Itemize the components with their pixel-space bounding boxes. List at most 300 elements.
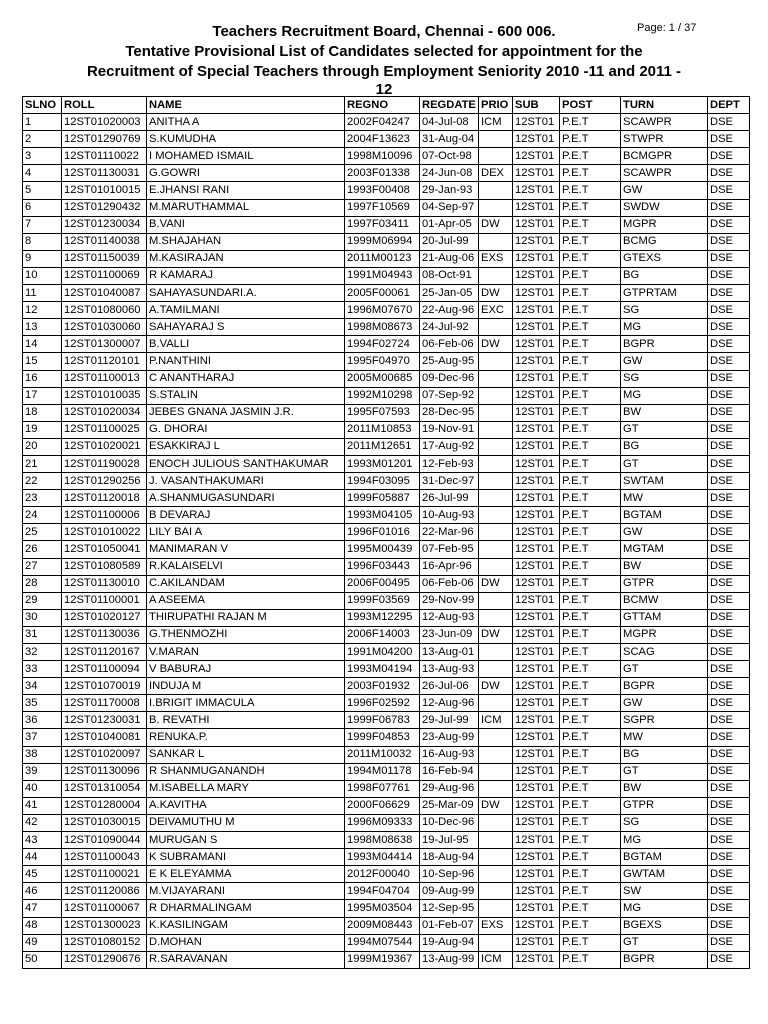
table-row xyxy=(23,490,750,507)
cell-post: P.E.T xyxy=(560,558,621,575)
column-header-regno: REGNO xyxy=(345,97,420,114)
table-row xyxy=(23,148,750,165)
cell-sub: 12ST01 xyxy=(513,592,560,609)
cell-sub: 12ST01 xyxy=(513,250,560,267)
cell-sub: 12ST01 xyxy=(513,900,560,917)
cell-name: LILY BAI A xyxy=(147,524,345,541)
cell-name: K.KASILINGAM xyxy=(147,917,345,934)
cell-dept: DSE xyxy=(708,233,750,250)
cell-regdate: 20-Jul-99 xyxy=(420,233,479,250)
cell-sub: 12ST01 xyxy=(513,951,560,968)
cell-prio xyxy=(479,644,513,661)
cell-regdate: 04-Jul-08 xyxy=(420,114,479,131)
cell-name: A.TAMILMANI xyxy=(147,302,345,319)
cell-roll: 12ST01110022 xyxy=(62,148,147,165)
cell-roll: 12ST01100021 xyxy=(62,866,147,883)
cell-slno: 21 xyxy=(23,455,62,472)
cell-regno: 2005M00685 xyxy=(345,370,420,387)
cell-slno: 6 xyxy=(23,199,62,216)
column-header-slno: SLNO xyxy=(23,97,62,114)
cell-name: M.KASIRAJAN xyxy=(147,250,345,267)
cell-name: C.AKILANDAM xyxy=(147,575,345,592)
cell-post: P.E.T xyxy=(560,678,621,695)
cell-name: V BABURAJ xyxy=(147,661,345,678)
cell-post: P.E.T xyxy=(560,319,621,336)
cell-roll: 12ST01140038 xyxy=(62,233,147,250)
cell-regdate: 29-Jan-93 xyxy=(420,182,479,199)
cell-sub: 12ST01 xyxy=(513,849,560,866)
cell-roll: 12ST01100069 xyxy=(62,267,147,284)
cell-prio xyxy=(479,729,513,746)
cell-roll: 12ST01020003 xyxy=(62,114,147,131)
table-body xyxy=(23,114,750,969)
cell-turn: GT xyxy=(621,763,708,780)
cell-roll: 12ST01030015 xyxy=(62,814,147,831)
cell-regdate: 12-Aug-96 xyxy=(420,695,479,712)
table-row xyxy=(23,592,750,609)
cell-slno: 3 xyxy=(23,148,62,165)
cell-regdate: 06-Feb-06 xyxy=(420,575,479,592)
cell-regdate: 10-Aug-93 xyxy=(420,507,479,524)
cell-sub: 12ST01 xyxy=(513,148,560,165)
cell-post: P.E.T xyxy=(560,302,621,319)
cell-turn: SG xyxy=(621,814,708,831)
cell-slno: 47 xyxy=(23,900,62,917)
cell-regno: 1996F03443 xyxy=(345,558,420,575)
column-header-regdate: REGDATE xyxy=(420,97,479,114)
cell-slno: 29 xyxy=(23,592,62,609)
cell-slno: 23 xyxy=(23,490,62,507)
cell-regno: 1998F07761 xyxy=(345,780,420,797)
cell-regno: 2000F06629 xyxy=(345,797,420,814)
cell-regdate: 31-Dec-97 xyxy=(420,473,479,490)
cell-regdate: 29-Jul-99 xyxy=(420,712,479,729)
cell-regno: 1993M04105 xyxy=(345,507,420,524)
cell-roll: 12ST01020021 xyxy=(62,438,147,455)
cell-post: P.E.T xyxy=(560,797,621,814)
cell-dept: DSE xyxy=(708,678,750,695)
cell-slno: 11 xyxy=(23,285,62,302)
cell-regno: 1999M19367 xyxy=(345,951,420,968)
cell-regdate: 29-Nov-99 xyxy=(420,592,479,609)
cell-prio: EXS xyxy=(479,917,513,934)
cell-post: P.E.T xyxy=(560,866,621,883)
cell-dept: DSE xyxy=(708,661,750,678)
cell-slno: 36 xyxy=(23,712,62,729)
cell-prio: DW xyxy=(479,575,513,592)
cell-name: P.NANTHINI xyxy=(147,353,345,370)
table-row xyxy=(23,866,750,883)
cell-dept: DSE xyxy=(708,626,750,643)
cell-name: E K ELEYAMMA xyxy=(147,866,345,883)
cell-name: D.MOHAN xyxy=(147,934,345,951)
cell-regdate: 26-Jul-06 xyxy=(420,678,479,695)
cell-post: P.E.T xyxy=(560,644,621,661)
cell-name: RENUKA.P. xyxy=(147,729,345,746)
cell-regno: 1994M01178 xyxy=(345,763,420,780)
cell-turn: GW xyxy=(621,182,708,199)
cell-turn: GTEXS xyxy=(621,250,708,267)
table-row xyxy=(23,729,750,746)
cell-regdate: 23-Aug-99 xyxy=(420,729,479,746)
cell-roll: 12ST01290676 xyxy=(62,951,147,968)
cell-name: A.SHANMUGASUNDARI xyxy=(147,490,345,507)
cell-prio xyxy=(479,763,513,780)
cell-roll: 12ST01130036 xyxy=(62,626,147,643)
cell-prio: DEX xyxy=(479,165,513,182)
cell-prio: DW xyxy=(479,797,513,814)
cell-prio xyxy=(479,319,513,336)
cell-dept: DSE xyxy=(708,438,750,455)
cell-post: P.E.T xyxy=(560,609,621,626)
cell-regno: 2009M08443 xyxy=(345,917,420,934)
cell-post: P.E.T xyxy=(560,233,621,250)
cell-prio xyxy=(479,558,513,575)
cell-slno: 22 xyxy=(23,473,62,490)
cell-regno: 1996F02592 xyxy=(345,695,420,712)
cell-post: P.E.T xyxy=(560,575,621,592)
cell-prio: ICM xyxy=(479,712,513,729)
cell-slno: 25 xyxy=(23,524,62,541)
cell-name: B.VALLI xyxy=(147,336,345,353)
cell-regno: 1997F03411 xyxy=(345,216,420,233)
cell-regno: 1994F03095 xyxy=(345,473,420,490)
cell-regno: 2011M10853 xyxy=(345,421,420,438)
cell-name: ESAKKIRAJ L xyxy=(147,438,345,455)
column-header-turn: TURN xyxy=(621,97,708,114)
cell-sub: 12ST01 xyxy=(513,883,560,900)
cell-slno: 43 xyxy=(23,832,62,849)
table-row xyxy=(23,114,750,131)
cell-name: R SHANMUGANANDH xyxy=(147,763,345,780)
cell-post: P.E.T xyxy=(560,387,621,404)
cell-regdate: 12-Feb-93 xyxy=(420,455,479,472)
table-row xyxy=(23,507,750,524)
cell-roll: 12ST01090044 xyxy=(62,832,147,849)
table-row xyxy=(23,250,750,267)
cell-regno: 1991M04200 xyxy=(345,644,420,661)
cell-roll: 12ST01280004 xyxy=(62,797,147,814)
cell-post: P.E.T xyxy=(560,336,621,353)
cell-prio xyxy=(479,609,513,626)
table-row xyxy=(23,917,750,934)
cell-turn: SG xyxy=(621,302,708,319)
column-header-name: NAME xyxy=(147,97,345,114)
cell-dept: DSE xyxy=(708,934,750,951)
cell-post: P.E.T xyxy=(560,114,621,131)
cell-turn: SCAWPR xyxy=(621,114,708,131)
cell-regdate: 12-Sep-95 xyxy=(420,900,479,917)
cell-roll: 12ST01100025 xyxy=(62,421,147,438)
cell-regno: 1993M04194 xyxy=(345,661,420,678)
cell-dept: DSE xyxy=(708,387,750,404)
cell-name: R.SARAVANAN xyxy=(147,951,345,968)
cell-regdate: 16-Aug-93 xyxy=(420,746,479,763)
cell-post: P.E.T xyxy=(560,370,621,387)
cell-turn: BGPR xyxy=(621,336,708,353)
cell-regdate: 29-Aug-96 xyxy=(420,780,479,797)
cell-prio xyxy=(479,455,513,472)
cell-turn: GW xyxy=(621,695,708,712)
cell-slno: 48 xyxy=(23,917,62,934)
cell-slno: 5 xyxy=(23,182,62,199)
cell-post: P.E.T xyxy=(560,541,621,558)
cell-turn: GTPR xyxy=(621,797,708,814)
cell-regdate: 07-Feb-95 xyxy=(420,541,479,558)
cell-sub: 12ST01 xyxy=(513,216,560,233)
cell-name: R DHARMALINGAM xyxy=(147,900,345,917)
cell-sub: 12ST01 xyxy=(513,763,560,780)
table-row xyxy=(23,473,750,490)
table-row xyxy=(23,541,750,558)
cell-prio xyxy=(479,541,513,558)
cell-sub: 12ST01 xyxy=(513,233,560,250)
cell-turn: GTPR xyxy=(621,575,708,592)
cell-dept: DSE xyxy=(708,148,750,165)
cell-regdate: 23-Jun-09 xyxy=(420,626,479,643)
page-number: Page: 1 / 37 xyxy=(637,22,697,34)
cell-sub: 12ST01 xyxy=(513,524,560,541)
cell-turn: MG xyxy=(621,900,708,917)
cell-dept: DSE xyxy=(708,763,750,780)
cell-roll: 12ST01080589 xyxy=(62,558,147,575)
cell-post: P.E.T xyxy=(560,917,621,934)
cell-prio xyxy=(479,148,513,165)
cell-prio: DW xyxy=(479,626,513,643)
cell-roll: 12ST01190028 xyxy=(62,455,147,472)
cell-slno: 1 xyxy=(23,114,62,131)
cell-roll: 12ST01130096 xyxy=(62,763,147,780)
table-row xyxy=(23,797,750,814)
cell-regno: 2004F13623 xyxy=(345,131,420,148)
cell-turn: MG xyxy=(621,319,708,336)
cell-slno: 4 xyxy=(23,165,62,182)
cell-post: P.E.T xyxy=(560,832,621,849)
cell-roll: 12ST01120018 xyxy=(62,490,147,507)
cell-regdate: 19-Nov-91 xyxy=(420,421,479,438)
cell-post: P.E.T xyxy=(560,404,621,421)
cell-dept: DSE xyxy=(708,114,750,131)
cell-regdate: 22-Aug-96 xyxy=(420,302,479,319)
cell-dept: DSE xyxy=(708,319,750,336)
cell-regdate: 16-Feb-94 xyxy=(420,763,479,780)
cell-turn: BW xyxy=(621,558,708,575)
cell-sub: 12ST01 xyxy=(513,404,560,421)
cell-post: P.E.T xyxy=(560,712,621,729)
cell-prio xyxy=(479,832,513,849)
cell-dept: DSE xyxy=(708,780,750,797)
cell-regno: 2003F01932 xyxy=(345,678,420,695)
cell-roll: 12ST01020097 xyxy=(62,746,147,763)
cell-prio xyxy=(479,370,513,387)
cell-slno: 35 xyxy=(23,695,62,712)
cell-turn: GT xyxy=(621,934,708,951)
cell-prio xyxy=(479,353,513,370)
cell-roll: 12ST01100094 xyxy=(62,661,147,678)
cell-turn: SW xyxy=(621,883,708,900)
cell-turn: MGPR xyxy=(621,216,708,233)
cell-regdate: 16-Apr-96 xyxy=(420,558,479,575)
cell-regdate: 08-Oct-91 xyxy=(420,267,479,284)
cell-dept: DSE xyxy=(708,490,750,507)
cell-roll: 12ST01100013 xyxy=(62,370,147,387)
cell-prio xyxy=(479,900,513,917)
cell-regdate: 25-Jan-05 xyxy=(420,285,479,302)
cell-slno: 46 xyxy=(23,883,62,900)
table-row xyxy=(23,524,750,541)
cell-name: S.KUMUDHA xyxy=(147,131,345,148)
table-row xyxy=(23,934,750,951)
cell-turn: BGEXS xyxy=(621,917,708,934)
cell-regdate: 13-Aug-93 xyxy=(420,661,479,678)
cell-dept: DSE xyxy=(708,131,750,148)
cell-sub: 12ST01 xyxy=(513,473,560,490)
cell-regdate: 04-Sep-97 xyxy=(420,199,479,216)
cell-sub: 12ST01 xyxy=(513,114,560,131)
cell-prio xyxy=(479,524,513,541)
cell-turn: BG xyxy=(621,267,708,284)
cell-name: A ASEEMA xyxy=(147,592,345,609)
cell-name: M.ISABELLA MARY xyxy=(147,780,345,797)
cell-post: P.E.T xyxy=(560,250,621,267)
cell-regdate: 19-Aug-94 xyxy=(420,934,479,951)
cell-slno: 30 xyxy=(23,609,62,626)
table-row xyxy=(23,883,750,900)
cell-post: P.E.T xyxy=(560,729,621,746)
cell-roll: 12ST01230034 xyxy=(62,216,147,233)
cell-post: P.E.T xyxy=(560,900,621,917)
cell-regdate: 18-Aug-94 xyxy=(420,849,479,866)
cell-regno: 1999F05887 xyxy=(345,490,420,507)
column-header-roll: ROLL xyxy=(62,97,147,114)
cell-regdate: 10-Dec-96 xyxy=(420,814,479,831)
document-title xyxy=(20,22,748,97)
cell-sub: 12ST01 xyxy=(513,626,560,643)
cell-name: G. DHORAI xyxy=(147,421,345,438)
cell-post: P.E.T xyxy=(560,883,621,900)
table-header-row xyxy=(23,97,750,114)
table-row xyxy=(23,575,750,592)
cell-turn: BGPR xyxy=(621,951,708,968)
cell-regno: 2006F00495 xyxy=(345,575,420,592)
cell-prio xyxy=(479,592,513,609)
cell-post: P.E.T xyxy=(560,849,621,866)
cell-regdate: 06-Feb-06 xyxy=(420,336,479,353)
cell-turn: BW xyxy=(621,780,708,797)
column-header-post: POST xyxy=(560,97,621,114)
title-line-1: Teachers Recruitment Board, Chennai - 600 006. xyxy=(212,23,556,40)
cell-sub: 12ST01 xyxy=(513,541,560,558)
cell-dept: DSE xyxy=(708,250,750,267)
cell-dept: DSE xyxy=(708,832,750,849)
cell-sub: 12ST01 xyxy=(513,644,560,661)
title-line-3: Recruitment of Special Teachers through Employment Seniority 2010 -11 and 2011 - xyxy=(86,63,682,80)
cell-sub: 12ST01 xyxy=(513,558,560,575)
table-row xyxy=(23,353,750,370)
cell-dept: DSE xyxy=(708,421,750,438)
cell-dept: DSE xyxy=(708,507,750,524)
cell-prio xyxy=(479,404,513,421)
table-row xyxy=(23,199,750,216)
cell-slno: 42 xyxy=(23,814,62,831)
cell-regno: 2012F00040 xyxy=(345,866,420,883)
cell-dept: DSE xyxy=(708,524,750,541)
cell-turn: BCMGPR xyxy=(621,148,708,165)
table-row xyxy=(23,832,750,849)
cell-name: B DEVARAJ xyxy=(147,507,345,524)
cell-dept: DSE xyxy=(708,336,750,353)
cell-turn: SWTAM xyxy=(621,473,708,490)
cell-prio xyxy=(479,866,513,883)
cell-roll: 12ST01290256 xyxy=(62,473,147,490)
cell-sub: 12ST01 xyxy=(513,370,560,387)
cell-post: P.E.T xyxy=(560,951,621,968)
table-row xyxy=(23,763,750,780)
cell-sub: 12ST01 xyxy=(513,797,560,814)
cell-prio: DW xyxy=(479,336,513,353)
cell-slno: 45 xyxy=(23,866,62,883)
cell-dept: DSE xyxy=(708,746,750,763)
cell-post: P.E.T xyxy=(560,285,621,302)
cell-regno: 2005F00061 xyxy=(345,285,420,302)
cell-sub: 12ST01 xyxy=(513,285,560,302)
cell-post: P.E.T xyxy=(560,473,621,490)
cell-regno: 1998M08638 xyxy=(345,832,420,849)
cell-regdate: 12-Aug-93 xyxy=(420,609,479,626)
cell-name: M.SHAJAHAN xyxy=(147,233,345,250)
cell-slno: 2 xyxy=(23,131,62,148)
cell-regdate: 01-Feb-07 xyxy=(420,917,479,934)
cell-turn: GT xyxy=(621,455,708,472)
cell-roll: 12ST01310054 xyxy=(62,780,147,797)
table-row xyxy=(23,302,750,319)
cell-dept: DSE xyxy=(708,575,750,592)
cell-prio xyxy=(479,473,513,490)
cell-post: P.E.T xyxy=(560,490,621,507)
title-line-2: Tentative Provisional List of Candidates selected for appointment for the xyxy=(125,43,643,60)
cell-prio xyxy=(479,507,513,524)
cell-prio xyxy=(479,883,513,900)
cell-slno: 9 xyxy=(23,250,62,267)
table-row xyxy=(23,951,750,968)
cell-prio xyxy=(479,814,513,831)
cell-regno: 2002F04247 xyxy=(345,114,420,131)
cell-slno: 18 xyxy=(23,404,62,421)
cell-sub: 12ST01 xyxy=(513,507,560,524)
cell-prio xyxy=(479,199,513,216)
cell-prio: DW xyxy=(479,285,513,302)
cell-regno: 2011M00123 xyxy=(345,250,420,267)
table-row xyxy=(23,900,750,917)
table-row xyxy=(23,165,750,182)
cell-prio: DW xyxy=(479,216,513,233)
cell-regdate: 19-Jul-95 xyxy=(420,832,479,849)
cell-name: J. VASANTHAKUMARI xyxy=(147,473,345,490)
cell-roll: 12ST01290769 xyxy=(62,131,147,148)
cell-name: SANKAR L xyxy=(147,746,345,763)
cell-dept: DSE xyxy=(708,849,750,866)
cell-dept: DSE xyxy=(708,165,750,182)
cell-post: P.E.T xyxy=(560,814,621,831)
cell-name: C ANANTHARAJ xyxy=(147,370,345,387)
cell-name: THIRUPATHI RAJAN M xyxy=(147,609,345,626)
cell-slno: 49 xyxy=(23,934,62,951)
cell-name: R.KALAISELVI xyxy=(147,558,345,575)
table-row xyxy=(23,421,750,438)
cell-slno: 38 xyxy=(23,746,62,763)
cell-dept: DSE xyxy=(708,797,750,814)
cell-regdate: 13-Aug-99 xyxy=(420,951,479,968)
